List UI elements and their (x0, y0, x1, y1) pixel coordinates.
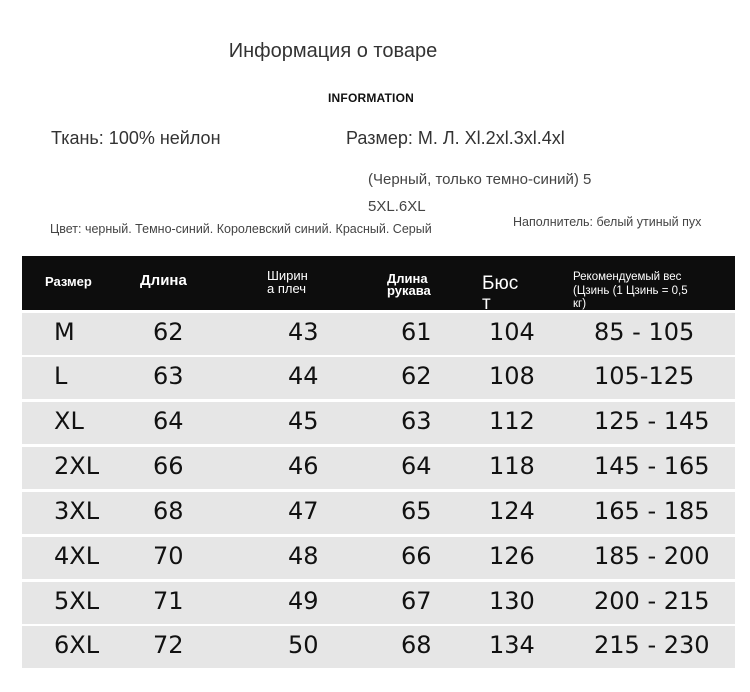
size-info: Размер: М. Л. Xl.2xl.3xl.4xl (346, 128, 565, 148)
header-size: Размер (45, 274, 92, 289)
cell-bust: 126 (489, 542, 535, 570)
cell-weight: 165 - 185 (594, 497, 710, 525)
header-shoulder-line2: а плеч (267, 281, 307, 296)
cell-bust: 134 (489, 631, 535, 659)
cell-sleeve: 63 (401, 407, 432, 435)
color-note-line1: (Черный, только темно-синий) 5 (368, 171, 592, 188)
cell-bust: 118 (489, 452, 535, 480)
cell-shoulder: 47 (288, 497, 319, 525)
cell-length: 64 (153, 407, 184, 435)
page-title: Информация о товаре (228, 40, 438, 62)
cell-sleeve: 66 (401, 542, 432, 570)
table-row (22, 582, 735, 624)
table-row (22, 492, 735, 534)
table-row (22, 537, 735, 579)
table-row (22, 402, 735, 444)
cell-weight: 145 - 165 (594, 452, 710, 480)
cell-sleeve: 65 (401, 497, 432, 525)
header-sleeve-line1: Длина (387, 271, 428, 286)
header-sleeve-line2: рукава (387, 283, 431, 298)
cell-weight: 185 - 200 (594, 542, 710, 570)
cell-size: L (54, 362, 68, 390)
size-table-header (22, 256, 735, 310)
header-length: Длина (140, 272, 187, 289)
header-weight-line1: Рекомендуемый вес (573, 271, 682, 283)
cell-size: 2XL (54, 452, 100, 480)
table-row (22, 626, 735, 668)
cell-length: 63 (153, 362, 184, 390)
cell-shoulder: 49 (288, 587, 319, 615)
cell-size: 5XL (54, 587, 100, 615)
cell-shoulder: 45 (288, 407, 319, 435)
cell-shoulder: 46 (288, 452, 319, 480)
cell-size: 4XL (54, 542, 100, 570)
fabric-info: Ткань: 100% нейлон (51, 128, 221, 148)
color-note-line2: 5XL.6XL (368, 198, 426, 215)
cell-sleeve: 61 (401, 318, 432, 346)
cell-size: M (54, 318, 75, 346)
cell-length: 71 (153, 587, 184, 615)
cell-shoulder: 48 (288, 542, 319, 570)
table-row (22, 357, 735, 399)
cell-weight: 215 - 230 (594, 631, 710, 659)
cell-length: 66 (153, 452, 184, 480)
cell-shoulder: 44 (288, 362, 319, 390)
cell-bust: 112 (489, 407, 535, 435)
cell-bust: 104 (489, 318, 535, 346)
cell-weight: 200 - 215 (594, 587, 710, 615)
header-shoulder-line1: Ширин (267, 268, 308, 283)
cell-length: 68 (153, 497, 184, 525)
cell-shoulder: 43 (288, 318, 319, 346)
filler-info: Наполнитель: белый утиный пух (513, 215, 702, 229)
cell-sleeve: 68 (401, 631, 432, 659)
cell-weight: 85 - 105 (594, 318, 695, 346)
cell-length: 70 (153, 542, 184, 570)
cell-sleeve: 62 (401, 362, 432, 390)
cell-sleeve: 64 (401, 452, 432, 480)
header-weight-line2: (Цзинь (1 Цзинь = 0,5 (573, 285, 688, 297)
cell-sleeve: 67 (401, 587, 432, 615)
cell-bust: 124 (489, 497, 535, 525)
header-bust: Бюс т (482, 274, 519, 310)
cell-bust: 108 (489, 362, 535, 390)
colors-info: Цвет: черный. Темно-синий. Королевский синий. Красный. Серый (50, 222, 432, 236)
page-subtitle: INFORMATION (328, 91, 414, 105)
cell-length: 62 (153, 318, 184, 346)
cell-size: 3XL (54, 497, 100, 525)
table-row (22, 447, 735, 489)
header-weight-line3: кг) (573, 298, 587, 310)
cell-length: 72 (153, 631, 184, 659)
cell-weight: 105-125 (594, 362, 695, 390)
cell-size: 6XL (54, 631, 100, 659)
table-row (22, 313, 735, 355)
cell-weight: 125 - 145 (594, 407, 710, 435)
cell-shoulder: 50 (288, 631, 319, 659)
cell-size: XL (54, 407, 84, 435)
cell-bust: 130 (489, 587, 535, 615)
